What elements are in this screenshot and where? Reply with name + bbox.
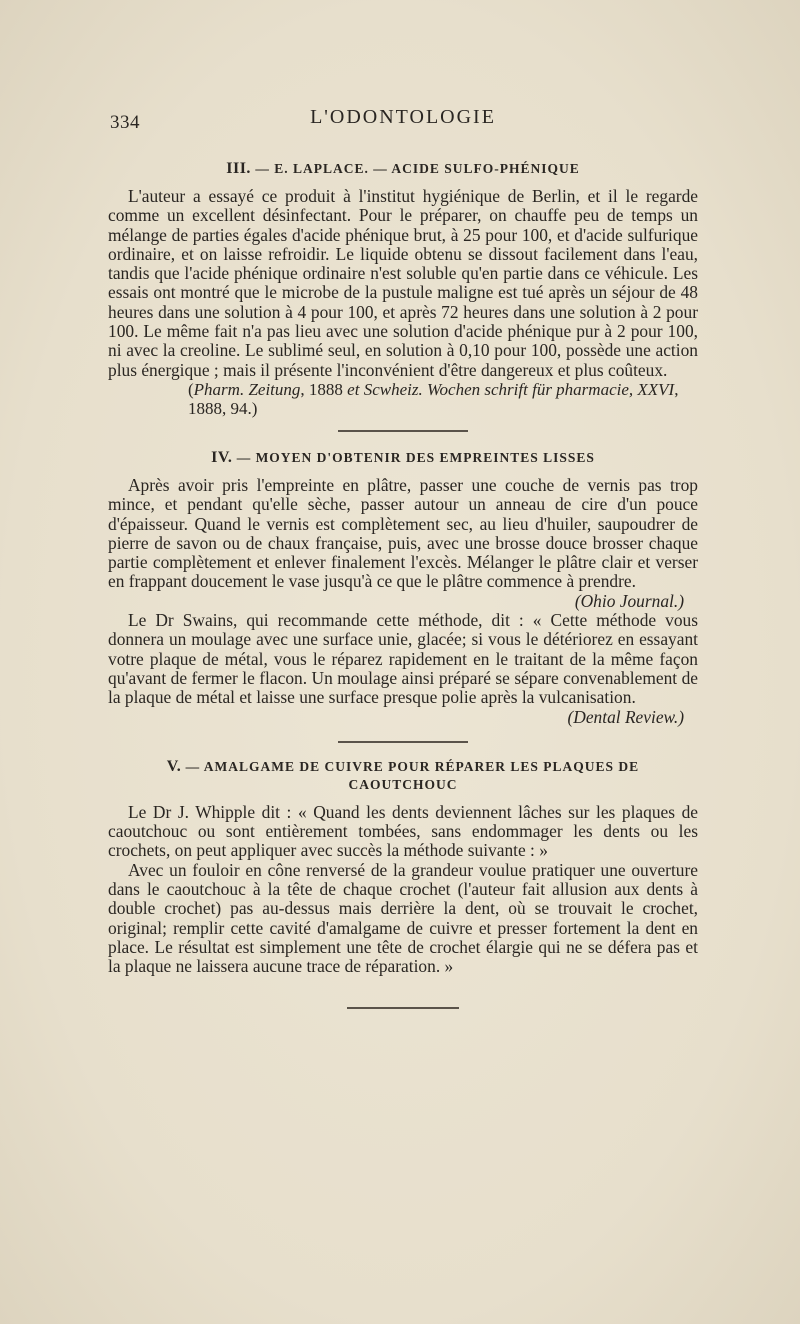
end-divider [347, 1007, 459, 1009]
section-5-title-line-1: — AMALGAME DE CUIVRE POUR RÉPARER LES PLAQUES DE [185, 758, 640, 774]
section-4-title: — MOYEN D'OBTENIR DES EMPREINTES LISSES [236, 449, 595, 465]
source-ohio-journal: (Ohio Journal.) [574, 590, 684, 611]
section-4-paragraph-2: Le Dr Swains, qui recommande cette méthode, dit : « Cette méthode vous donnera un moulage avec une surface unie, glacée; si vous le détériorez en essayant votre plaque de métal, vous le réparez rapidement en le traitant de la même façon qu'avant de fermer le flacon. Un moulage ainsi préparé se sépare convenablement de la plaque de métal et laisse une surface presque polie après la vulcanisation. (Dental Review.) [108, 610, 698, 727]
section-3-citation: (Pharm. Zeitung, 1888 et Scwheiz. Wochen schrift für pharmacie, XXVI, 1888, 94.) [188, 379, 679, 419]
citation-journal-1: Pharm. Zeitung [193, 379, 301, 399]
section-divider [338, 741, 468, 743]
section-5-heading [108, 758, 698, 794]
source-dental-review: (Dental Review.) [567, 706, 684, 727]
page-header [108, 104, 698, 134]
page-number: 334 [110, 112, 140, 133]
citation-journal-2: Scwheiz. Wochen schrift für pharmacie, XXVI [359, 379, 675, 399]
page-body [108, 160, 698, 1009]
section-4-heading [108, 449, 698, 467]
section-4-number: IV. [211, 448, 233, 466]
section-divider [338, 430, 468, 432]
section-5-paragraph-2: Avec un fouloir en cône renversé de la grandeur voulue pratiquer une ouverture dans le caoutchouc à la tête de chaque crochet (l'auteur fait allusion aux dents à double crochet) pas au-dessus mais derrière la dent, où se trouvait le crochet, original; remplir cette cavité d'amalgame de cuivre et presser fortement la dent en place. Le résultat est simplement une tête de crochet élargie qui ne se défera pas et la plaque ne laissera aucune trace de réparation. » [108, 859, 698, 977]
section-3-heading [108, 160, 698, 178]
section-5-number: V. [166, 757, 182, 775]
section-3-number: III. [226, 160, 251, 177]
section-5-paragraph-1: Le Dr J. Whipple dit : « Quand les dents deviennent lâches sur les plaques de caoutchouc ou sont entièrement tombées, sans endommager les dents ou les crochets, on peut appliquer avec succès la méthode suivante : » [108, 801, 698, 861]
section-3-title: — E. LAPLACE. — ACIDE SULFO-PHÉNIQUE [255, 161, 580, 176]
section-3-paragraph: L'auteur a essayé ce produit à l'institut hygiénique de Berlin, et il le regarde comme un excellent désinfectant. Pour le préparer, on chauffe peu de temps un mélange de parties égales d'acide phénique brut, à 25 pour 100, et d'acide sulfurique ordinaire, et on laisse refroidir. Le liquide obtenu se dissout facilement dans l'eau, tandis que l'acide phénique ordinaire n'est soluble qu'en partie dans ce véhicule. Les essais ont montré que le microbe de la pustule maligne est tué après un séjour de 48 heures dans une solution à 4 pour 100, et après 72 heures dans une solution à 2 pour 100. Le même fait n'a pas lieu avec une solution d'acide phénique pur à 2 pour 100, ni avec la creoline. Le sublimé seul, en solution à 0,10 pour 100, possède une action plus énergique ; mais il présente l'inconvénient d'être dangereux et plus coûteux. [108, 186, 698, 380]
section-5-title-line-2: CAOUTCHOUC [348, 776, 458, 792]
section-4-paragraph-1: Après avoir pris l'empreinte en plâtre, passer une couche de vernis pas trop mince, et pendant qu'elle sèche, passer autour un anneau de cire d'un pouce d'épaisseur. Quand le vernis est complètement sec, au lieu d'huiler, saupoudrer de pierre de savon ou de chaux française, puis, avec une brosse douce brosser chaque partie complètement et enlever finalement l'excès. Mélanger le plâtre clair et verser en frappant doucement le vase jusqu'à ce que le plâtre commence à prendre. (Ohio Journal.) [108, 474, 698, 611]
running-title: L'ODONTOLOGIE [310, 106, 496, 128]
